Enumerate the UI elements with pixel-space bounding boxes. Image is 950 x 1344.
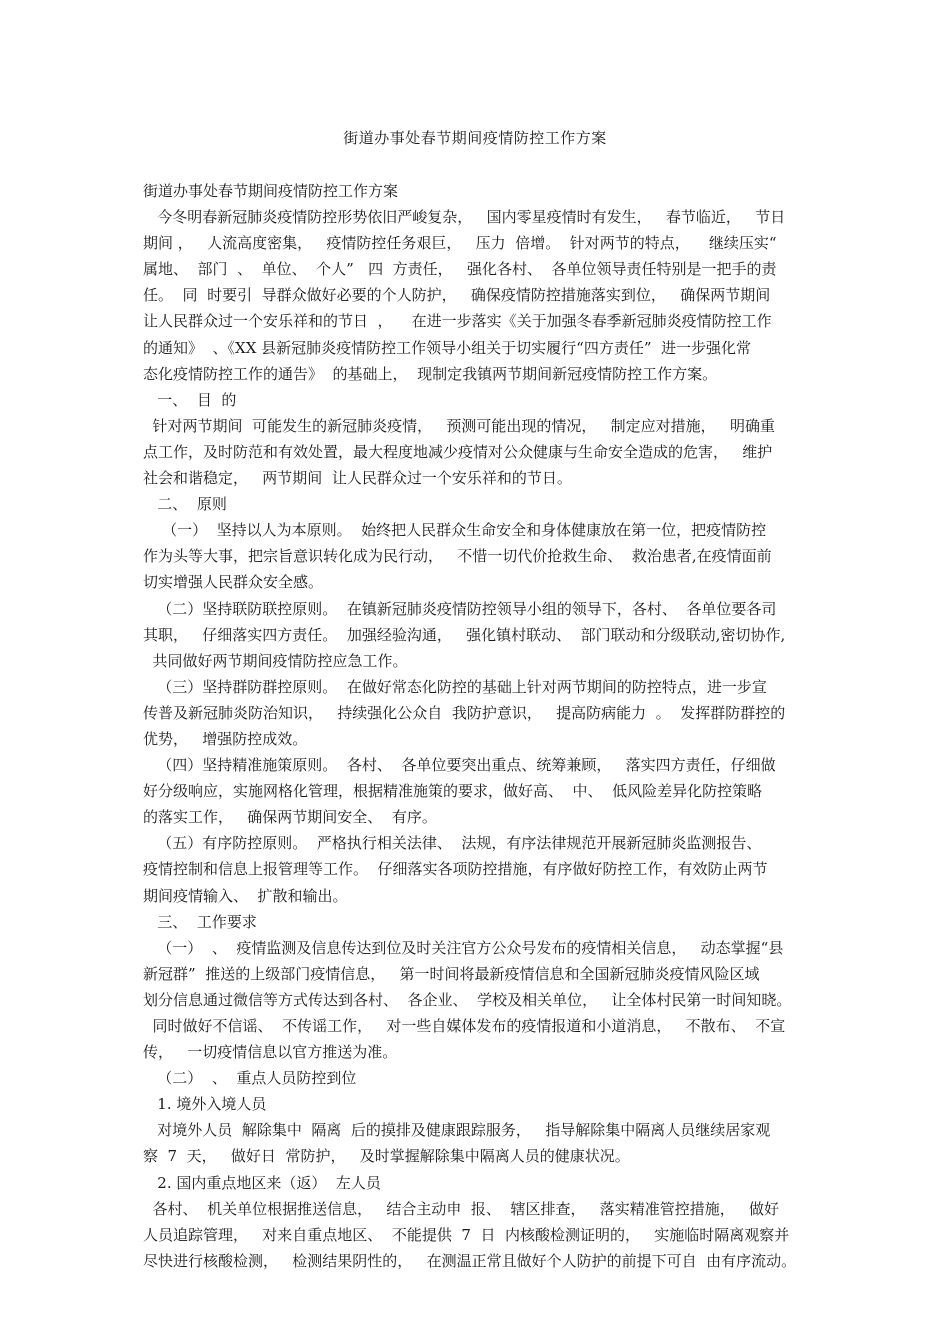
body-line: 任。 同 时要引 导群众做好必要的个人防护， 确保疫情防控措施落实到位， 确保两节期间 (143, 286, 771, 305)
body-line: 察 7 天， 做好日 常防护， 及时掌握解除集中隔离人员的健康状况。 (143, 1147, 630, 1166)
body-line: 期间疫情输入、 扩散和输出。 (143, 886, 348, 905)
body-line: 2. 国内重点地区来（返） 左人员 (143, 1173, 381, 1192)
body-line: 二、 原则 (143, 495, 227, 514)
body-line: 态化疫情防控工作的通告》 的基础上， 现制定我镇两节期间新冠疫情防控工作方案。 (143, 364, 718, 383)
body-line: 传普及新冠肺炎防治知识， 持续强化公众自 我防护意识， 提高防病能力 。 发挥群防群控的 (143, 703, 786, 722)
body-line: 针对两节期间 可能发生的新冠肺炎疫情， 预测可能出现的情况， 制定应对措施， 明确重 (143, 416, 775, 435)
body-line: 划分信息通过微信等方式传达到各村、 各企业、 学校及相关单位， 让全体村民第一时间知晓。 (143, 990, 792, 1009)
body-line: 一、 目 的 (143, 390, 237, 409)
body-line: 的通知》 、《XX 县新冠肺炎疫情防控工作领导小组关于切实履行“四方责任” 进一步强化常 (143, 338, 752, 357)
document-title: 街道办事处春节期间疫情防控工作方案 (343, 129, 607, 147)
body-line: （三）坚持群防群控原则。 在做好常态化防控的基础上针对两节期间的防控特点，进一步宣 (143, 677, 767, 696)
body-line: 作为头等大事，把宗旨意识转化成为民行动， 不惜一切代价抢救生命、 救治患者,在疫情面前 (143, 547, 772, 566)
body-line: 尽快进行核酸检测， 检测结果阴性的， 在测温正常且做好个人防护的前提下可自 由有序流动。 (143, 1251, 797, 1270)
body-line: 三、 工作要求 (143, 912, 257, 931)
body-line: 切实增强人民群众安全感。 (143, 573, 324, 592)
body-line: 街道办事处春节期间疫情防控工作方案 (143, 182, 399, 200)
body-line: （一） 、 疫情监测及信息传达到位及时关注官方公众号发布的疫情相关信息， 动态掌握“县 (143, 938, 784, 957)
body-line: 1. 境外入境人员 (143, 1095, 267, 1114)
body-line: 优势， 增强防控成效。 (143, 729, 308, 748)
body-line: 的落实工作， 确保两节期间安全、 有序。 (143, 808, 437, 827)
body-line: （五）有序防控原则。 严格执行相关法律、 法规，有序法律规范开展新冠肺炎监测报告、 (143, 834, 762, 853)
body-line: 传， 一切疫情信息以官方推送为准。 (143, 1043, 398, 1062)
body-line: （四）坚持精准施策原则。 各村、 各单位要突出重点、统筹兼顾， 落实四方责任，仔细做 (143, 756, 776, 775)
body-line: （一） 坚持以人为本原则。 始终把人民群众生命安全和身体健康放在第一位，把疫情防控 (143, 521, 767, 540)
body-line: 社会和谐稳定， 两节期间 让人民群众过一个安乐祥和的节日。 (143, 469, 572, 488)
body-line: 点工作，及时防范和有效处置，最大程度地减少疫情对公众健康与生命安全造成的危害， 维护 (143, 442, 773, 461)
body-line: （二）坚持联防联控原则。 在镇新冠肺炎疫情防控领导小组的领导下，各村、 各单位要各司 (143, 599, 777, 618)
document-body (143, 178, 823, 1274)
body-line: 各村、 机关单位根据推送信息， 结合主动申 报、 辖区排查， 落实精准管控措施， 做好 (143, 1199, 780, 1218)
body-line: 期间 ， 人流高度密集， 疫情防控任务艰巨， 压力 倍增。 针对两节的特点， 继续压实“ (143, 234, 777, 253)
body-line: 对境外人员 解除集中 隔离 后的摸排及健康跟踪服务， 指导解除集中隔离人员继续居家观 (143, 1121, 771, 1140)
body-line: 其职， 仔细落实四方责任。 加强经验沟通， 强化镇村联动、 部门联动和分级联动,密切协作, (143, 625, 786, 644)
body-line: 新冠群” 推送的上级部门疫情信息， 第一时间将最新疫情信息和全国新冠肺炎疫情风险区域 (143, 964, 760, 983)
body-line: 好分级响应，实施网格化管理，根据精准施策的要求，做好高、 中、 低风险差异化防控策略 (143, 782, 763, 801)
body-line: 让人民群众过一个安乐祥和的节日 ， 在进一步落实《关于加强冬春季新冠肺炎疫情防控工作 (143, 312, 772, 331)
body-line: 共同做好两节期间疫情防控应急工作。 (143, 651, 408, 670)
body-line: 今冬明春新冠肺炎疫情防控形势依旧严峻复杂， 国内零星疫情时有发生， 春节临近， 节日 (143, 208, 786, 227)
body-line: 属地、 部门 、 单位、 个人” 四 方责任， 强化各村、 各单位领导责任特别是一把手的责 (143, 260, 777, 279)
body-line: 疫情控制和信息上报管理等工作。 仔细落实各项防控措施，有序做好防控工作，有效防止两节 (143, 860, 768, 879)
body-line: 同时做好不信谣、 不传谣工作， 对一些自媒体发布的疫情报道和小道消息， 不散布、 不宣 (143, 1017, 786, 1035)
body-line: （二） 、 重点人员防控到位 (143, 1069, 357, 1088)
body-line: 人员追踪管理， 对来自重点地区、 不能提供 7 日 内核酸检测证明的， 实施临时隔离观察并 (143, 1225, 790, 1244)
